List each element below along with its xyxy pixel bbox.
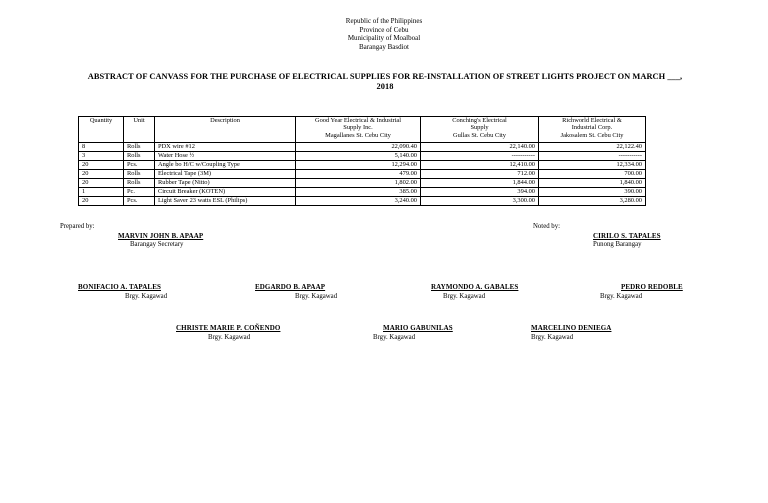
cell-quantity: 8 [79, 143, 124, 152]
kagawad-name: CHRISTE MARIE P. COÑENDO [176, 324, 281, 332]
header-description: Description [155, 117, 296, 143]
cell-price-conching: 712.00 [421, 170, 539, 179]
supplier-conching-line1: Conching's Electrical [452, 117, 507, 124]
kagawad-name: RAYMONDO A. GABALES [431, 283, 519, 291]
cell-quantity: 20 [79, 170, 124, 179]
header-supplier-goodyear [296, 117, 421, 143]
cell-quantity: 20 [79, 197, 124, 206]
supplier-conching-address: Gullas St. Cebu City [453, 131, 506, 139]
noted-by-label: Noted by: [533, 223, 560, 230]
cell-unit: Rolls [124, 170, 155, 179]
cell-unit: Pc. [124, 188, 155, 197]
cell-description: Light Saver 23 watts ESL (Philips) [155, 197, 296, 206]
cell-price-richworld: ----------- [539, 152, 646, 161]
supplier-richworld-address: Jakosalem St. Cebu City [560, 131, 624, 139]
cell-price-richworld: 3,280.00 [539, 197, 646, 206]
header-province: Province of Cebu [359, 25, 409, 34]
cell-price-conching: 3,300.00 [421, 197, 539, 206]
supplier-richworld-line2: Industrial Corp. [571, 124, 613, 132]
noted-by-name: CIRILO S. TAPALES [593, 232, 661, 240]
cell-price-conching: 394.00 [421, 188, 539, 197]
noted-by-title: Punong Barangay [593, 241, 642, 248]
cell-description: Angle bo H/C w/Coupling Type [155, 161, 296, 170]
table-row [79, 197, 646, 206]
kagawad-name: EDGARDO B. APAAP [255, 283, 326, 291]
table-row [79, 152, 646, 161]
title-line-1: ABSTRACT OF CANVASS FOR THE PURCHASE OF ELECTRICAL SUPPLIES FOR RE-INSTALLATION OF STREET LIGHTS PROJECT ON MARCH ___, [87, 72, 683, 81]
kagawad-title: Brgy. Kagawad [600, 293, 643, 300]
cell-price-conching: ----------- [421, 152, 539, 161]
table-row [79, 170, 646, 179]
kagawad-name: PEDRO REDOBLE [621, 283, 683, 291]
cell-price-goodyear: 5,140.00 [296, 152, 421, 161]
cell-description: Water Hose ½ [155, 152, 296, 161]
cell-description: PDX wire #12 [155, 143, 296, 152]
kagawad-title: Brgy. Kagawad [295, 293, 338, 300]
header-supplier-richworld [539, 117, 646, 143]
cell-description: Rubber Tape (Nitto) [155, 179, 296, 188]
cell-price-richworld: 12,334.00 [539, 161, 646, 170]
cell-unit: Rolls [124, 152, 155, 161]
table-header-row [79, 117, 646, 143]
header-barangay: Barangay Basdiot [359, 42, 409, 51]
prepared-by-name: MARVIN JOHN B. APAAP [118, 232, 204, 240]
table-row [79, 161, 646, 170]
kagawad-title: Brgy. Kagawad [208, 334, 251, 341]
cell-price-richworld: 700.00 [539, 170, 646, 179]
cell-price-conching: 1,844.00 [421, 179, 539, 188]
cell-quantity: 20 [79, 161, 124, 170]
cell-unit: Pcs. [124, 197, 155, 206]
kagawad-title: Brgy. Kagawad [373, 334, 416, 341]
cell-price-goodyear: 22,090.40 [296, 143, 421, 152]
cell-quantity: 20 [79, 179, 124, 188]
supplier-goodyear-line2: Supply Inc. [343, 124, 373, 132]
title-line-2: 2018 [376, 82, 394, 91]
cell-quantity: 3 [79, 152, 124, 161]
kagawad-name: MARIO GABUNILAS [383, 324, 453, 332]
cell-price-conching: 22,140.00 [421, 143, 539, 152]
cell-unit: Pcs. [124, 161, 155, 170]
cell-price-conching: 12,410.00 [421, 161, 539, 170]
kagawad-name: BONIFACIO A. TAPALES [78, 283, 161, 291]
cell-description: Circuit Breaker (KOTEN) [155, 188, 296, 197]
cell-unit: Rolls [124, 143, 155, 152]
cell-price-goodyear: 479.00 [296, 170, 421, 179]
supplier-goodyear-line1: Good Year Electrical & Industrial [314, 117, 402, 124]
table-row [79, 179, 646, 188]
supplier-richworld-line1: Richworld Electrical & [562, 117, 622, 124]
cell-quantity: 1 [79, 188, 124, 197]
cell-price-goodyear: 3,240.00 [296, 197, 421, 206]
kagawad-name: MARCELINO DENIEGA [531, 324, 612, 332]
kagawad-title: Brgy. Kagawad [125, 293, 168, 300]
cell-unit: Rolls [124, 179, 155, 188]
cell-price-goodyear: 385.00 [296, 188, 421, 197]
document-header [0, 17, 768, 51]
cell-price-richworld: 1,840.00 [539, 179, 646, 188]
table-row [79, 143, 646, 152]
header-municipality: Municipality of Moalboal [347, 34, 421, 42]
header-unit: Unit [124, 117, 155, 143]
cell-price-richworld: 22,122.40 [539, 143, 646, 152]
canvass-table [78, 116, 646, 206]
prepared-by-label: Prepared by: [60, 223, 95, 230]
header-republic: Republic of the Philippines [345, 17, 423, 25]
table-row [79, 188, 646, 197]
document-title [60, 72, 710, 92]
header-supplier-conching [421, 117, 539, 143]
kagawad-title: Brgy. Kagawad [531, 334, 574, 341]
kagawad-title: Brgy. Kagawad [443, 293, 486, 300]
cell-price-goodyear: 12,294.00 [296, 161, 421, 170]
cell-description: Electrical Tape (3M) [155, 170, 296, 179]
supplier-goodyear-address: Magallanes St. Cebu City [325, 131, 391, 139]
cell-price-goodyear: 1,802.00 [296, 179, 421, 188]
cell-price-richworld: 390.00 [539, 188, 646, 197]
prepared-by-title: Barangay Secretary [130, 241, 184, 248]
supplier-conching-line2: Supply [470, 124, 489, 132]
header-quantity: Quantity [79, 117, 124, 143]
